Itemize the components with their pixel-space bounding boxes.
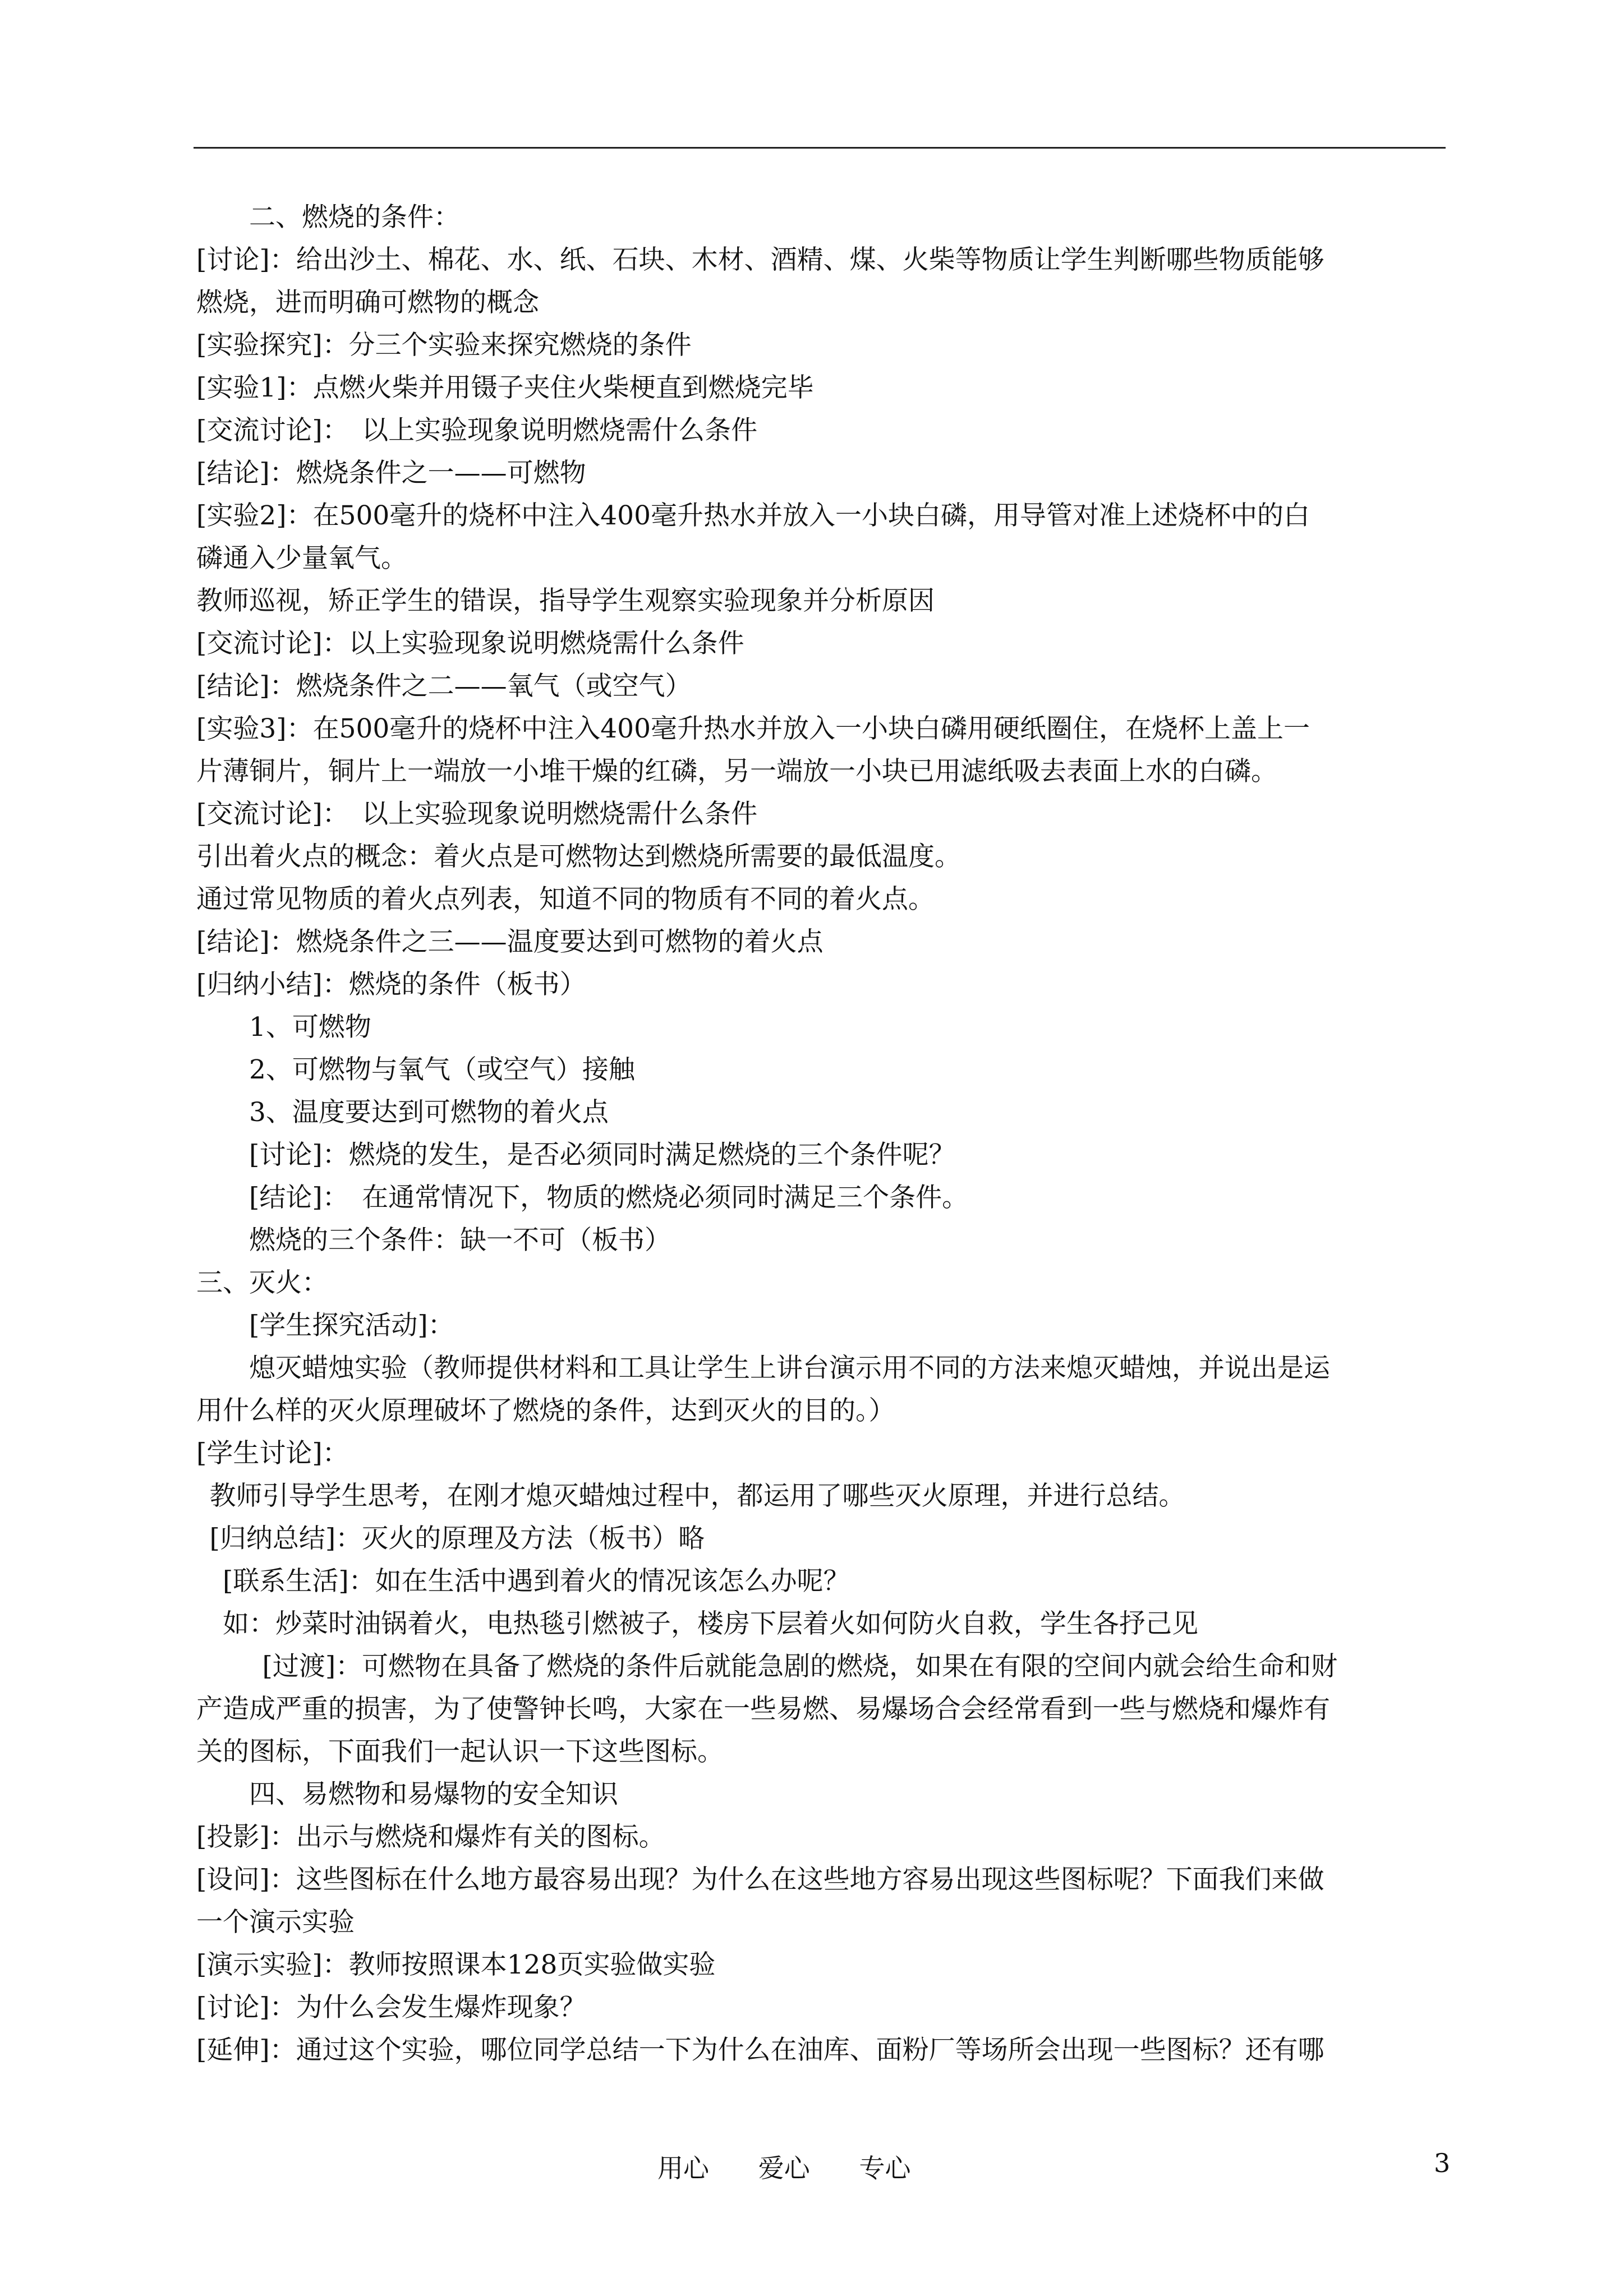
text-line: 三、灭火： (196, 1267, 328, 1298)
text-line: [交流讨论]：以上实验现象说明燃烧需什么条件 (196, 628, 744, 659)
text-line: [联系生活]：如在生活中遇到着火的情况该怎么办呢？ (223, 1566, 850, 1597)
text-line: [投影]：出示与燃烧和爆炸有关的图标。 (196, 1822, 665, 1852)
text-line: [结论]：燃烧条件之一——可燃物 (196, 458, 586, 488)
text-line: 关的图标，下面我们一起认识一下这些图标。 (196, 1736, 724, 1767)
text-line: 片薄铜片，铜片上一端放一小堆干燥的红磷，另一端放一小块已用滤纸吸去表面上水的白磷。 (196, 756, 1277, 787)
text-line: [过渡]：可燃物在具备了燃烧的条件后就能急剧的燃烧，如果在有限的空间内就会给生命和财 (262, 1651, 1338, 1682)
document-body (196, 196, 1447, 2072)
text-line: 用什么样的灭火原理破坏了燃烧的条件，达到灭火的目的。） (196, 1395, 895, 1426)
text-line: 3、温度要达到可燃物的着火点 (249, 1097, 609, 1128)
text-line: [归纳小结]：燃烧的条件（板书） (196, 969, 586, 1000)
text-line: 如：炒菜时油锅着火，电热毯引燃被子，楼房下层着火如何防火自救，学生各抒己见 (223, 1608, 1198, 1639)
text-line: [延伸]：通过这个实验，哪位同学总结一下为什么在油库、面粉厂等场所会出现一些图标？还有哪 (196, 2035, 1324, 2066)
text-line: [实验探究]：分三个实验来探究燃烧的条件 (196, 330, 692, 361)
text-line: 四、易燃物和易爆物的安全知识 (249, 1779, 618, 1810)
text-line: [交流讨论]： 以上实验现象说明燃烧需什么条件 (196, 415, 758, 446)
text-line: 二、燃烧的条件： (249, 202, 460, 233)
text-line: [实验2]：在500毫升的烧杯中注入400毫升热水并放入一小块白磷，用导管对准上述烧杯中的白 (196, 500, 1310, 531)
text-line: [结论]： 在通常情况下，物质的燃烧必须同时满足三个条件。 (249, 1182, 969, 1213)
text-line: [讨论]：给出沙土、棉花、水、纸、石块、木材、酒精、煤、火柴等物质让学生判断哪些物质能够 (196, 245, 1324, 275)
text-line: [学生讨论]： (196, 1438, 349, 1469)
text-line: 1、可燃物 (249, 1012, 371, 1043)
text-line: 2、可燃物与氧气（或空气）接触 (249, 1054, 635, 1085)
footer-motto: 用心 爱心 专心 (657, 2153, 911, 2183)
text-line: 一个演示实验 (196, 1907, 355, 1938)
text-line: 引出着火点的概念：着火点是可燃物达到燃烧所需要的最低温度。 (196, 841, 961, 872)
text-line: [实验3]：在500毫升的烧杯中注入400毫升热水并放入一小块白磷用硬纸圈住，在烧杯上盖上一 (196, 713, 1310, 744)
text-line: [交流讨论]： 以上实验现象说明燃烧需什么条件 (196, 799, 758, 829)
text-line: 熄灭蜡烛实验（教师提供材料和工具让学生上讲台演示用不同的方法来熄灭蜡烛，并说出是运 (249, 1353, 1330, 1384)
text-line: 教师巡视，矫正学生的错误，指导学生观察实验现象并分析原因 (196, 585, 935, 616)
text-line: [演示实验]：教师按照课本128页实验做实验 (196, 1949, 716, 1980)
text-line: 燃烧的三个条件：缺一不可（板书） (249, 1225, 671, 1256)
header-rule (194, 147, 1446, 149)
text-line: [归纳总结]：灭火的原理及方法（板书）略 (209, 1523, 705, 1554)
page-number: 3 (1434, 2148, 1451, 2178)
text-line: 产造成严重的损害，为了使警钟长鸣，大家在一些易燃、易爆场合会经常看到一些与燃烧和爆炸有 (196, 1694, 1330, 1725)
text-line: 教师引导学生思考，在刚才熄灭蜡烛过程中，都运用了哪些灭火原理，并进行总结。 (209, 1481, 1185, 1511)
text-line: [设问]：这些图标在什么地方最容易出现？为什么在这些地方容易出现这些图标呢？下面我们来做 (196, 1864, 1324, 1895)
text-line: 通过常见物质的着火点列表，知道不同的物质有不同的着火点。 (196, 884, 935, 915)
text-line: [结论]：燃烧条件之三——温度要达到可燃物的着火点 (196, 926, 823, 957)
text-line: [讨论]：为什么会发生爆炸现象？ (196, 1992, 586, 2023)
text-line: [学生探究活动]： (249, 1310, 454, 1341)
text-line: [结论]：燃烧条件之二——氧气（或空气） (196, 671, 692, 702)
text-line: 燃烧，进而明确可燃物的概念 (196, 287, 539, 318)
text-line: [讨论]：燃烧的发生，是否必须同时满足燃烧的三个条件呢？ (249, 1140, 955, 1170)
text-line: [实验1]：点燃火柴并用镊子夹住火柴梗直到燃烧完毕 (196, 372, 814, 403)
text-line: 磷通入少量氧气。 (196, 543, 407, 574)
